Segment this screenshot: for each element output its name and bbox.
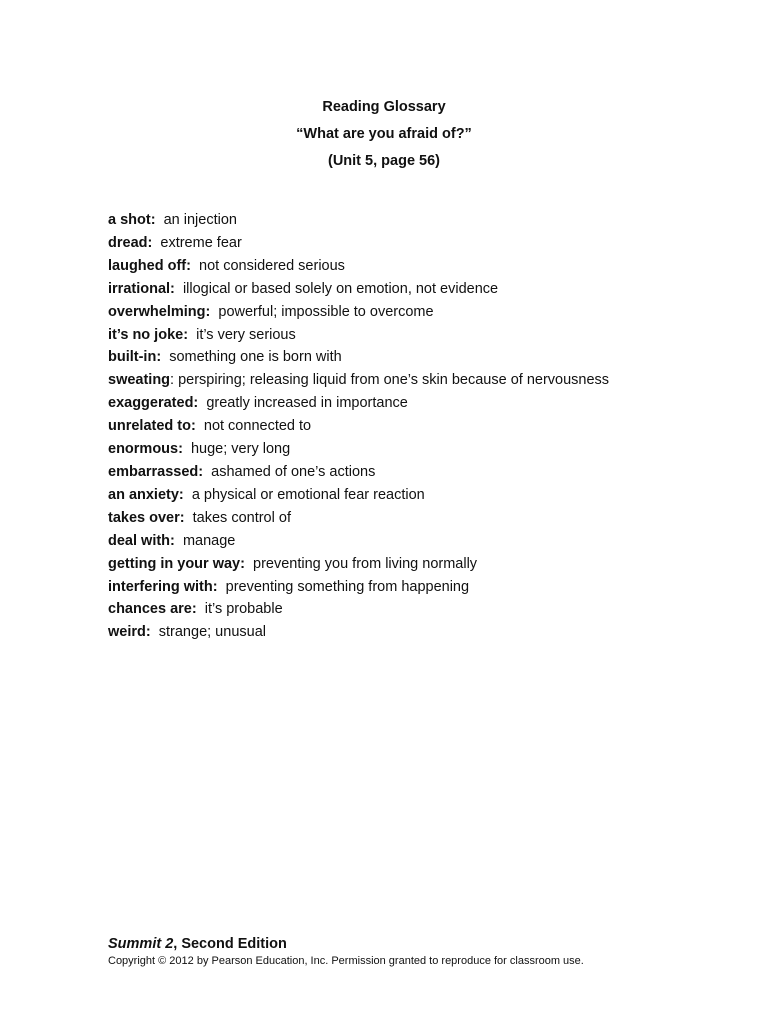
glossary-term: sweating [108,372,171,389]
glossary-term: enormous: [108,441,183,458]
glossary-term: chances are: [108,601,197,618]
book-title [108,935,584,954]
glossary-entry [108,484,748,507]
glossary-term: takes over: [108,509,185,526]
glossary-term: it’s no joke: [108,326,189,343]
glossary-term: weird: [108,624,151,641]
glossary-entry [108,461,748,484]
book-name: Summit 2 [108,936,174,952]
glossary-definition: not considered serious [199,257,345,274]
glossary-term: unrelated to: [108,418,196,435]
glossary-definition: not connected to [203,418,312,435]
glossary-term: irrational: [108,280,175,297]
page-title: Reading Glossary [322,99,446,115]
glossary-definition: it’s very serious [196,326,296,343]
glossary-entry [108,530,748,553]
glossary-definition: something one is born with [169,349,342,366]
glossary-definition: extreme fear [160,234,242,251]
glossary-definition: a physical or emotional fear reaction [191,486,425,503]
glossary-entry [108,507,748,530]
glossary-definition: illogical or based solely on emotion, not evidence [182,280,499,297]
glossary-entry [108,301,748,324]
glossary-term: dread: [108,234,153,251]
glossary-entry [108,392,748,415]
copyright-notice: Copyright © 2012 by Pearson Education, Inc. Permission granted to reproduce for classroom use. [108,955,584,967]
glossary-term: a shot: [108,212,156,228]
document-footer [108,935,584,968]
glossary-definition: strange; unusual [158,624,266,641]
glossary-definition: powerful; impossible to overcome [218,303,434,320]
glossary-definition: : perspiring; releasing liquid from one’s skin because of nervousness [170,372,610,389]
glossary-definition: preventing something from happening [225,578,470,595]
glossary-definition: preventing you from living normally [253,555,478,572]
glossary-definition: manage [182,532,236,549]
glossary-entry [108,576,748,599]
glossary-definition: greatly increased in importance [206,395,408,412]
glossary-definition: huge; very long [190,441,291,458]
glossary-term: built-in: [108,349,162,366]
book-edition: , Second Edition [173,936,287,952]
glossary-entry [108,346,748,369]
glossary-entry [108,415,748,438]
reading-title: “What are you afraid of?” [296,126,472,142]
document-header [0,94,768,175]
glossary-definition: an injection [163,212,237,228]
glossary-list [108,209,748,644]
glossary-definition: takes control of [192,509,291,526]
glossary-entry [108,278,748,301]
glossary-term: interfering with: [108,578,218,595]
glossary-definition: it’s probable [204,601,283,618]
glossary-term: an anxiety: [108,486,184,503]
glossary-entry [108,598,748,621]
glossary-entry [108,553,748,576]
glossary-entry [108,369,748,392]
glossary-entry [108,621,748,644]
glossary-entry [108,324,748,347]
glossary-term: exaggerated: [108,395,199,412]
glossary-term: overwhelming: [108,303,211,320]
glossary-entry [108,255,748,278]
unit-reference: (Unit 5, page 56) [328,153,440,169]
glossary-entry [108,232,748,255]
glossary-entry [108,438,748,461]
glossary-definition: ashamed of one’s actions [211,463,376,480]
glossary-term: getting in your way: [108,555,245,572]
glossary-term: embarrassed: [108,463,204,480]
glossary-term: laughed off: [108,257,191,274]
glossary-entry [108,209,748,232]
glossary-term: deal with: [108,532,175,549]
